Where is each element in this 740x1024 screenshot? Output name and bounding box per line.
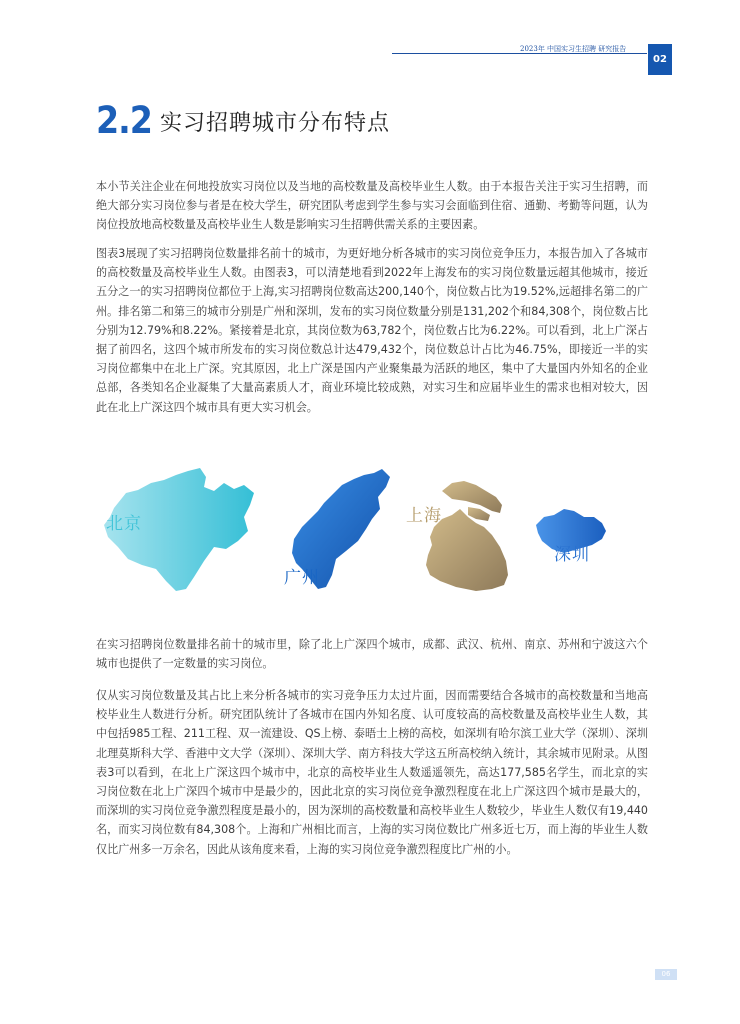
section-title: 实习招聘城市分布特点 [160,111,391,136]
paragraph-analysis: 仅从实习岗位数量及其占比上来分析各城市的实习竞争压力太过片面，因而需要结合各城市的高校数量和当地高校毕业生人数进行分析。研究团队统计了各城市在国内外知名度、认可度较高的高校数量及高校毕业生人数，其中包括985工程、211工程、双一流建设、QS上榜、泰晤士上榜的高校，如深圳有哈尔滨工业大学（深圳）、深圳北理莫斯科大学、香港中文大学（深圳）、深圳大学、南方科技大学这五所高校纳入统计，其余城市见附录。从图表3可以看到，在北上广深这四个城市中，北京的高校毕业生人数遥遥领先，高达177,585名学生，而北京的实习岗位数在北上广深四个城市中是最少的，因此北京的实习岗位竞争激烈程度在北上广深这四个城市是最大的，而深圳的实习岗位竞争激烈程度是最小的，因为深圳的高校数量和高校毕业生人数较少，毕业生人数仅有19,440名，而实习岗位数有84,308个。上海和广州相比而言，上海的实习岗位数比广州多近七万，而上海的毕业生人数仅比广州多一万余名，因此从该角度来看，上海的实习岗位竞争激烈程度比广州的小。 [96,689,648,856]
shanghai-island-small-map [468,507,490,521]
city-maps [96,465,648,595]
paragraph-intro: 本小节关注企业在何地投放实习岗位以及当地的高校数量及高校毕业生人数。由于本报告关注于实习生招聘，而绝大部分实习岗位参与者是在校大学生，研究团队考虑到学生参与实习会面临到住宿、通勤、考勤等问题，认为岗位投放地高校数量及高校毕业生人数是影响实习生招聘供需关系的主要因素。 [96,180,648,232]
report-title: 2023年 中国实习生招聘 研究报告 [520,45,627,53]
paragraph-figure3: 图表3展现了实习招聘岗位数量排名前十的城市，为更好地分析各城市的实习岗位竞争压力，本报告加入了各城市的高校数量及高校毕业生人数。由图表3，可以清楚地看到2022年上海发布的实习岗位数量远超其他城市，接近五分之一的实习招聘岗位都位于上海,实习招聘岗位数高达200,140个，岗位数占比为19.52%,远超排名第二的广州。排名第二和第三的城市分别是广州和深圳，发布的实习岗位数量分别是131,202个和84,308个，岗位数占比分别为12.79%和8.22%。紧接着是北京，其岗位数为63,782个，岗位数占比为6.22%。可以看到，北上广深占据了前四名，这四个城市所发布的实习岗位数总计达479,432个，岗位数总计占比为46.75%，即接近一半的实习岗位都集中在北上广深。究其原因，北上广深是国内产业聚集最为活跃的地区，集中了大量国内外知名的企业总部，各类知名企业凝集了大量高素质人才，商业环境比较成熟，对实习生和应届毕业生的需求也相对较大，因此在北上广深这四个城市具有更大实习机会。 [96,247,648,414]
paragraph-other-cities: 在实习招聘岗位数量排名前十的城市里，除了北上广深四个城市，成都、武汉、杭州、南京、苏州和宁波这六个城市也提供了一定数量的实习岗位。 [96,638,648,671]
label-shenzhen: 深圳 [554,545,590,565]
page-number: 06 [655,969,677,980]
section-number: 2.2 [96,99,152,142]
city-maps-graphic [96,465,648,595]
label-beijing: 北京 [106,514,142,534]
page-tab: 02 [648,44,672,75]
label-shanghai: 上海 [406,506,442,526]
label-guangzhou: 广州 [284,568,320,588]
